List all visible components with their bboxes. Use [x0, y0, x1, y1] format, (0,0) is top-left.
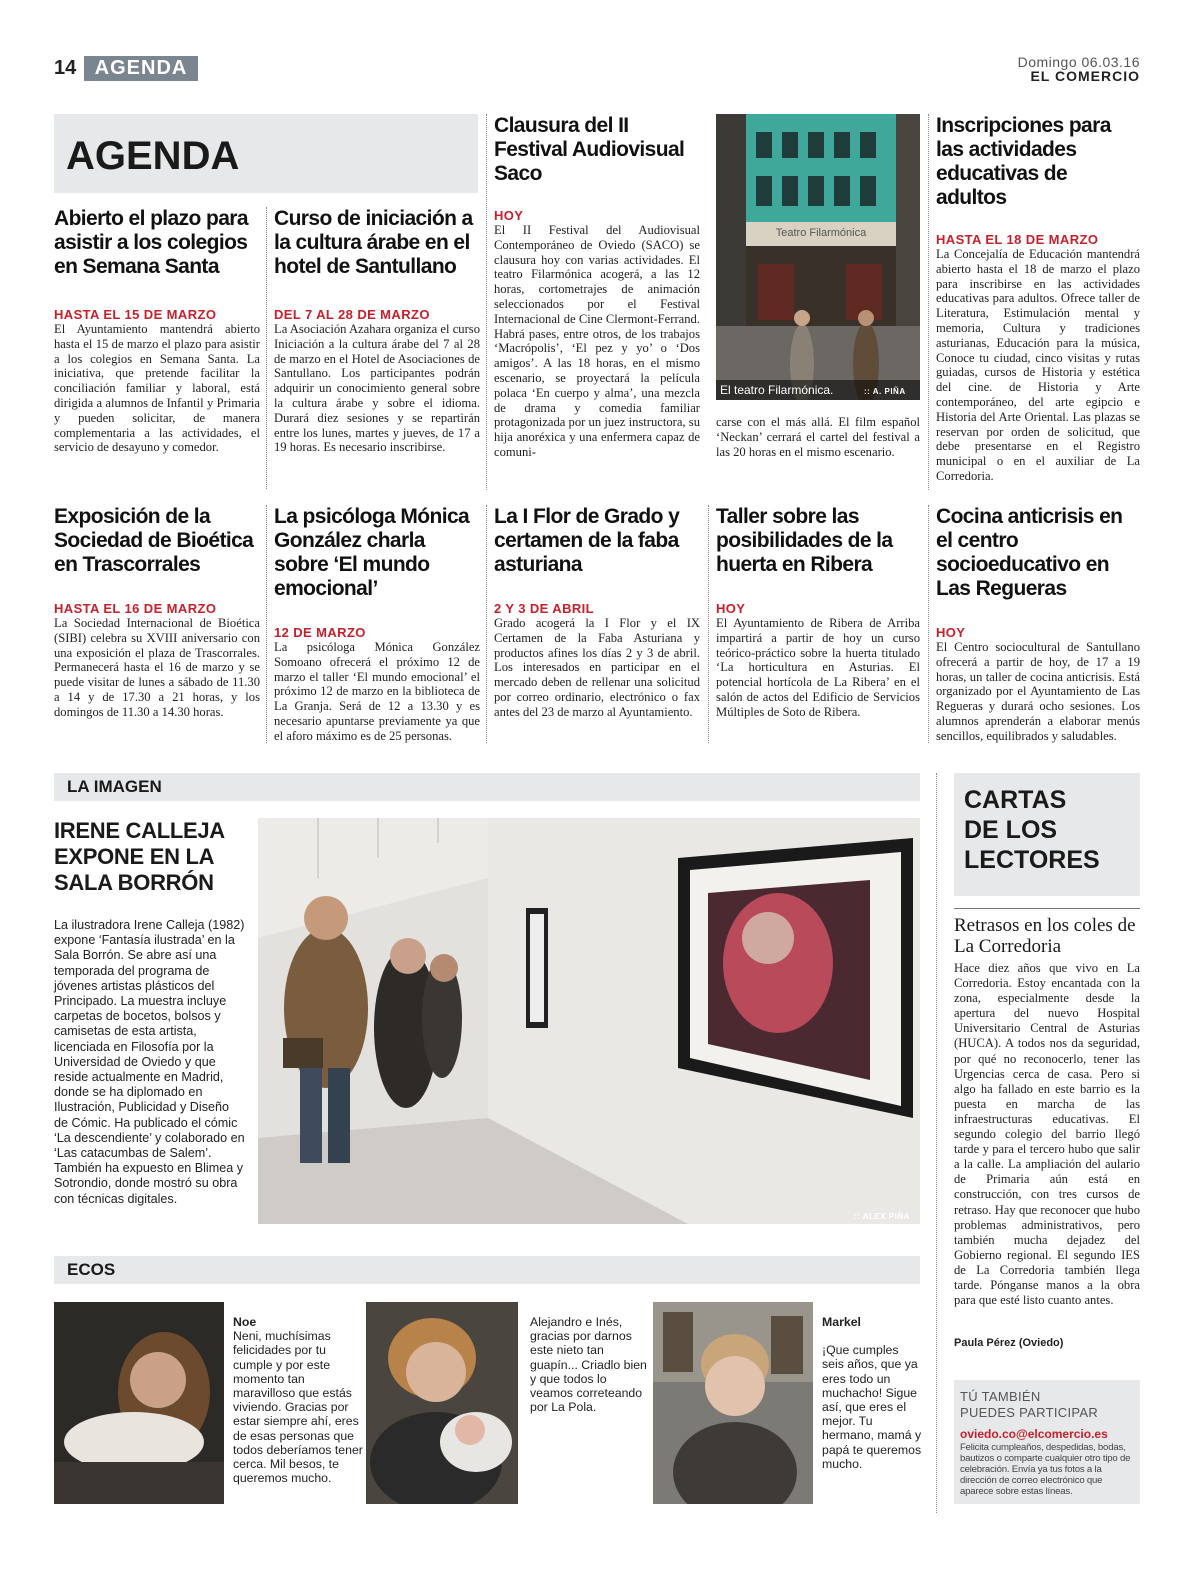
agenda-item-adultos: [936, 114, 1140, 484]
ecos-item-noe: [233, 1315, 363, 1485]
agenda-item-cocina: [936, 505, 1140, 744]
ecos-photo-noe-illustration: [54, 1302, 224, 1504]
carta-author: Paula Pérez (Oviedo): [954, 1337, 1064, 1349]
theatre-sign: Teatro Filarmónica: [775, 227, 867, 239]
ecos-photo-markel: [653, 1302, 813, 1504]
item-date: 12 DE MARZO: [274, 625, 366, 640]
agenda-title-box: [54, 114, 478, 193]
item-text: Grado acogerá la I Flor y el IX Certamen de la Faba Asturiana y productos afines los días 2 y 3 de abril. Los interesados en participar en el mercado deben de rellenar una solicitud por correo ordinario, electrónico o fax antes del 23 de marzo al Ayuntamiento.: [494, 616, 700, 719]
item-date: 2 Y 3 DE ABRIL: [494, 601, 595, 616]
agenda-item-cultura-arabe: [274, 207, 480, 455]
item-title: Curso de iniciación a la cultura árabe en el hotel de Santullano: [274, 207, 473, 278]
la-imagen-bar: [54, 773, 920, 801]
item-text: El Ayuntamiento mantendrá abierto hasta el 15 de marzo el plazo para asistir a los colegios en Semana Santa. La iniciativa, que pretende facilitar la conciliación familiar y laboral, está dirigida a alumnos de Infantil y Primaria y pueden solicitar, de manera complementaria a las actividades, el servicio de desayuno y comedor.: [54, 322, 260, 455]
item-title: Taller sobre las posibilidades de la huerta en Ribera: [716, 505, 893, 576]
la-imagen-label: LA IMAGEN: [67, 777, 162, 796]
carta-text: Hace diez años que vivo en La Corredoria. Estoy encantada con la zona, especialmente desde la apertura del nuevo Hospital Universitario Central de Asturias (HUCA). A todos nos da seguridad, por qué no reconocerlo, tener las Urgencias cerca de casa. Pero si algo ha fallado en este barrio es la puesta en marcha de las infraestructuras educativas. El segundo colegio del barrio llegó tarde y para el tercero hubo que salir a la calle. La ampliación del aulario de Primaria aún está en construcción, con tres cursos de retraso. Hay que reconocer que hubo problemas administrativos, pero también mucha dejadez del Gobierno regional. El segundo IES de La Corredoria también llega tarde. Pónganse manos a la obra para que esté listo cuanto antes.: [954, 961, 1140, 1308]
la-imagen-title: IRENE CALLEJA EXPONE EN LA SALA BORRÓN: [54, 818, 225, 895]
la-imagen-text: La ilustradora Irene Calleja (1982) expone ‘Fantasía ilustrada’ en la Sala Borrón. Se abre así una temporada del programa de jóvenes artistas plásticos del Principado. La muestra incluye carpetas de bocetos, bolsos y camisetas de esta artista, licenciada en Filosofía por la Universidad de Oviedo y que reside actualmente en Madrid, donde se ha diplomado en Ilustración, Publicidad y Diseño de Cómic. Ha publicado el cómic ‘La descendiente’ y colaborado en ‘Las catacumbas de Salem’. También ha expuesto en Blimea y Sotrondio, donde mostró su obra con técnicas digitales.: [54, 918, 245, 1206]
ecos-item-markel: [822, 1315, 922, 1471]
cartas-title-line-3: LECTORES: [964, 846, 1100, 874]
item-date: HASTA EL 16 DE MARZO: [54, 601, 217, 616]
participa-box: [954, 1380, 1140, 1504]
item-text: El II Festival del Audiovisual Contemporáneo de Oviedo (SACO) se clausura hoy con varias actividades. El teatro Filarmónica acogerá, a las 12 horas, cortometrajes de animación seleccionados por el Festival Internacional de Cine Clermont-Ferrand. Habrá pases, entre otros, de los trabajos ‘Macrópolis’, ‘El pez y yo’ o ‘Dos amigos’. A las 18 horas, en el mismo escenario, se proyectará la película polaca ‘En cuerpo y alma’, una mezcla de drama y comedia familiar protagonizada por un juez instructora, su hija anoréxica y una enfermera capaz de comuni-: [494, 223, 700, 459]
ecos-item-nieto: [530, 1315, 648, 1414]
cartas-title-line-2: DE LOS: [964, 816, 1058, 844]
participa-email-link[interactable]: oviedo.co@elcomercio.es: [960, 1427, 1108, 1441]
cartas-title-box: [954, 773, 1140, 896]
theatre-photo: [716, 114, 920, 400]
item-date: HASTA EL 18 DE MARZO: [936, 232, 1099, 247]
agenda-item-festival-saco-cont: [716, 415, 920, 459]
item-date: DEL 7 AL 28 DE MARZO: [274, 307, 430, 322]
ecos-name: Noe: [233, 1315, 257, 1329]
ecos-photo-markel-illustration: [653, 1302, 813, 1504]
ecos-label: ECOS: [67, 1260, 116, 1279]
carta-headline: Retrasos en los coles de La Corredoria: [954, 915, 1136, 957]
theatre-photo-illustration: [716, 114, 920, 400]
item-text: El Ayuntamiento de Ribera de Arriba impartirá a partir de hoy un curso teórico-práctico sobre la huerta titulado ‘La horticultura en Asturias. El potencial hortícola de La Ribera’ en el salón de actos del Edificio de Servicios Múltiples de Soto de Ribera.: [716, 616, 920, 719]
item-text-continued: carse con el más allá. El film español ‘Neckan’ cerrará el cartel del festival a las 20 horas en el mismo escenario.: [716, 415, 920, 459]
section-tab: AGENDA: [84, 56, 198, 81]
item-text: La Concejalía de Educación mantendrá abierto hasta el 18 de marzo el plazo para inscribirse en las actividades educativas para adultos. Ofrece taller de Literatura, Estimulación mental y memoria, Cultura y tradiciones asturianas, Educación para la música, Conoce tu ciudad, cinco visitas y rutas guiadas, cursos de Historia y estética del cine. de Historia y Arte contemporáneo, del arte egipcio e Historia del Arte Oriental. Las plazas se reservan por orden de solicitud, que debe presentarse en el Registro municipal o en el auxiliar de La Corredoria.: [936, 247, 1140, 483]
item-text: La Asociación Azahara organiza el curso Iniciación a la cultura árabe del 7 al 28 de marzo en el Hotel de Asociaciones de Santullano. Los participantes podrán adquirir un conocimiento general sobre la cultura árabe y sobre el idioma. Durará diez sesiones y se repartirán entre los lunes, martes y jueves, de 17 a 19 horas. Es necesario inscribirse.: [274, 322, 480, 455]
item-title: Inscripciones para las actividades educativas de adultos: [936, 114, 1111, 209]
newspaper-name: EL COMERCIO: [1030, 68, 1140, 84]
ecos-photo-abuela: [366, 1302, 518, 1504]
ecos-photo-noe: [54, 1302, 224, 1504]
exhibition-photo-illustration: [258, 818, 920, 1224]
item-text: La Sociedad Internacional de Bioética (SIBI) celebra su XVIII aniversario con una exposición el plaza de Trascorrales. Permanecerá hasta el 16 de marzo y se puede visitar de lunes a sábado de 11.30 a 14 y de 17.30 a 21 horas, y los domingos de 11.30 a 14.30 horas.: [54, 616, 260, 719]
agenda-item-bioetica: [54, 505, 260, 720]
participa-line-2: PUEDES PARTICIPAR: [960, 1405, 1099, 1420]
theatre-photo-caption: El teatro Filarmónica.: [720, 383, 834, 397]
item-date: HASTA EL 15 DE MARZO: [54, 307, 217, 322]
item-title: Clausura del II Festival Audiovisual Saco: [494, 114, 685, 185]
item-date: HOY: [716, 601, 746, 616]
agenda-item-colegios: [54, 207, 260, 455]
theatre-photo-credit: :: A. PIÑA: [864, 387, 906, 396]
item-title: Cocina anticrisis en el centro socioeducativo en Las Regueras: [936, 505, 1123, 600]
agenda-item-huerta: [716, 505, 920, 720]
item-title: Exposición de la Sociedad de Bioética en Trascorrales: [54, 505, 254, 576]
ecos-text: ¡Que cumples seis años, que ya eres todo un muchacho! Sigue así, que eres el mejor. Tu hermano, mamá y papá te queremos mucho.: [822, 1343, 922, 1471]
agenda-item-psicologa: [274, 505, 480, 744]
ecos-photo-abuela-illustration: [366, 1302, 518, 1504]
agenda-title: AGENDA: [66, 134, 240, 178]
agenda-item-festival-saco: [494, 114, 700, 460]
participa-text: Felicita cumpleaños, despedidas, bodas, bautizos o comparte cualquier otro tipo de celebración. Envía ya tus fotos a la dirección de correo electrónico que aparece sobre estas líneas.: [960, 1442, 1131, 1497]
item-text: La psicóloga Mónica González Somoano ofrecerá el próximo 12 de marzo el taller ‘El mundo emocional’ el próximo 12 de marzo en la biblioteca de La Granja. Será de 12 a 13.30 y es necesario apuntarse previamente ya que el aforo máximo es de 25 personas.: [274, 640, 480, 743]
issue-date: Domingo 06.03.16: [1017, 54, 1140, 70]
item-date: HOY: [494, 208, 524, 223]
exhibition-photo-credit: :: ALEX PIÑA: [854, 1212, 910, 1221]
agenda-item-flor-grado: [494, 505, 700, 720]
item-title: Abierto el plazo para asistir a los colegios en Semana Santa: [54, 207, 248, 278]
item-title: La psicóloga Mónica González charla sobre ‘El mundo emocional’: [274, 505, 470, 600]
item-text: El Centro sociocultural de Santullano ofrecerá a partir de hoy, de 17 a 19 horas, un taller de cocina anticrisis. Está organizado por el Ayuntamiento de Las Regueras y durará ocho sesiones. Los alumnos aprenderán a elaborar menús sencillos, equilibrados y saludables.: [936, 640, 1140, 743]
page-number: 14: [54, 57, 77, 79]
participa-line-1: TÚ TAMBIÉN: [960, 1389, 1041, 1404]
cartas-title-line-1: CARTAS: [964, 786, 1067, 814]
exhibition-photo: [258, 818, 920, 1224]
item-date: HOY: [936, 625, 966, 640]
item-title: La I Flor de Grado y certamen de la faba asturiana: [494, 505, 680, 576]
ecos-text: Neni, muchísimas felicidades por tu cumple y por este momento tan maravilloso que estás viviendo. Gracias por estar siempre ahí, eres de esas personas que todos deberíamos tener cerca. Mil besos, te queremos mucho.: [233, 1329, 363, 1486]
ecos-text: Alejandro e Inés, gracias por darnos este nieto tan guapín... Criadlo bien y que todos lo veamos correteando por La Pola.: [530, 1315, 647, 1415]
ecos-bar: [54, 1256, 920, 1284]
ecos-name: Markel: [822, 1315, 861, 1329]
